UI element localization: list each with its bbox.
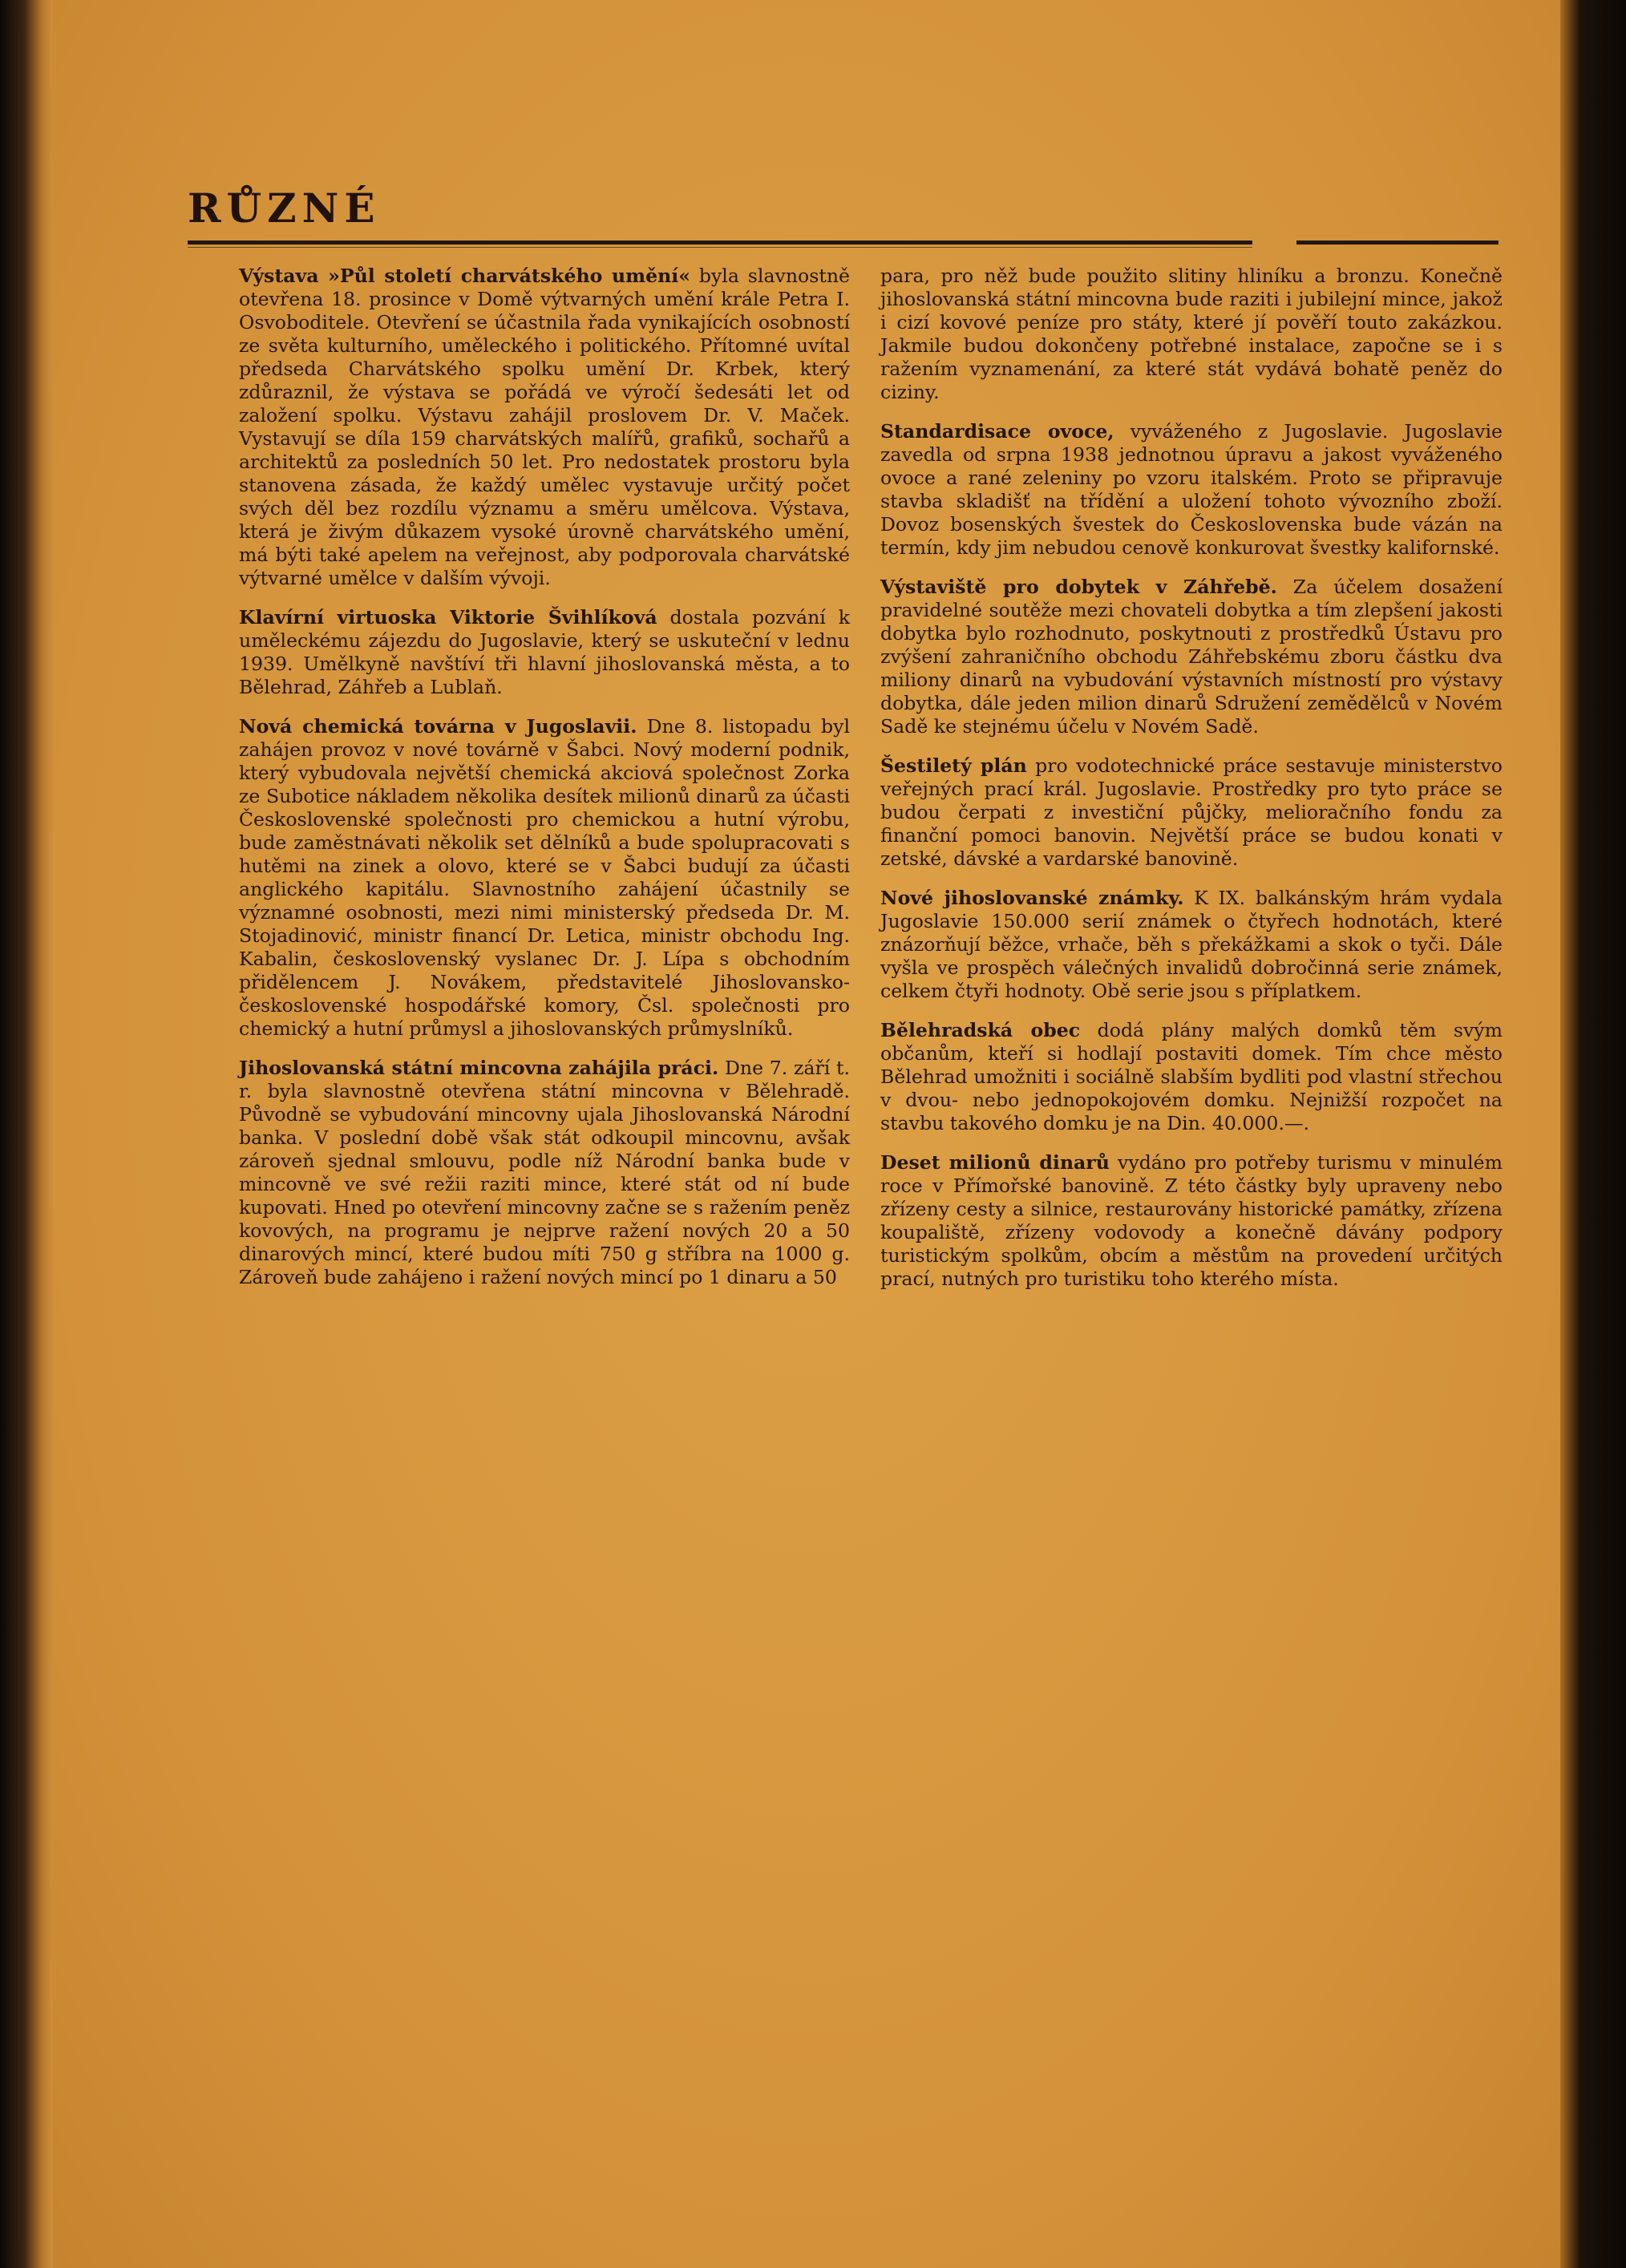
article-livestock-exhibition [880,576,1503,738]
title-rule-left-thin [188,247,1252,248]
article-lead: Jihoslovanská státní mincovna zahájila práci. [239,1057,719,1079]
article-new-stamps [880,887,1503,1003]
article-lead: Nová chemická továrna v Jugoslavii. [239,715,637,738]
article-body: vydáno pro potřeby turismu v minulém roce v Přímořské banovině. Z této částky byly upraveny nebo zřízeny cesty a silnice, restaurovány historické památky, zřízena koupaliště, zřízeny vodovody a konečně dávány podpory turistickým spolkům, obcím a městům na provedení určitých prací, nutných pro turistiku toho kterého místa. [880,1151,1503,1290]
article-state-mint-continued [880,265,1503,404]
article-body: K IX. balkánským hrám vydala Jugoslavie 150.000 serií známek o čtyřech hodnotách, které znázorňují běžce, vrhače, běh s překážkami a skok o tyči. Dále vyšla ve prospěch válečných invalidů dobročinná serie známek, celkem čtyři hodnoty. Obě serie jsou s příplatkem. [880,887,1503,1002]
right-column [880,265,1503,1307]
title-rule-left [188,241,1252,245]
book-binding-left-edge [0,0,53,2268]
left-column [239,265,850,1305]
article-body: Dne 7. září t. r. byla slavnostně otevřena státní mincovna v Bělehradě. Původně se vybudování mincovny ujala Jihoslovanská Národní banka. V poslední době však stát odkoupil mincovnu, avšak zároveň sjednal smlouvu, podle níž Národní banka bude v mincovně ve své režii raziti mince, které stát od ní bude kupovati. Hned po otevření mincovny začne se s ražením peněz kovových, na programu je nejprve ražení nových 20 a 50 dinarových mincí, které budou míti 750 g stříbra na 1000 g. Zároveň bude zahájeno i ražení nových mincí po 1 dinaru a 50 [239,1057,850,1288]
article-body: dodá plány malých domků těm svým občanům, kteří si hodlají postaviti domek. Tím chce město Bělehrad umožniti i sociálně slabším bydliti pod vlastní střechou v dvou- nebo jednopokojovém domku. Nejnižší rozpočet na stavbu takového domku je na Din. 40.000.—. [880,1019,1503,1134]
article-art-exhibition [239,265,850,590]
article-body: dostala pozvání k uměleckému zájezdu do Jugoslavie, který se uskuteční v lednu 1939. Umělkyně navštíví tři hlavní jihoslovanská města, a to Bělehrad, Záhřeb a Lublaň. [239,606,851,698]
article-lead: Nové jihoslovanské známky. [880,887,1184,909]
article-lead: Bělehradská obec [880,1019,1081,1041]
article-lead: Klavírní virtuoska Viktorie Švihlíková [239,606,657,629]
section-title: RŮZNÉ [188,184,381,232]
article-body: pro vodotechnické práce sestavuje ministerstvo veřejných prací král. Jugoslavie. Prostředky pro tyto práce se budou čerpati z investiční půjčky, melioračního fondu za finanční pomoci banovin. Největší práce se budou konati v zetské, dávské a vardarské banovině. [880,754,1503,870]
article-six-year-plan [880,754,1503,871]
article-piano-virtuoso [239,606,850,699]
article-belgrade-houses [880,1019,1503,1135]
article-state-mint [239,1057,850,1289]
article-body: vyváženého z Jugoslavie. Jugoslavie zavedla od srpna 1938 jednotnou úpravu a jakost vyváženého ovoce a rané zeleniny po vzoru italském. Proto se připravuje stavba skladišť na třídění a uložení tohoto vývozního zboží. Dovoz bosenských švestek do Československa bude vázán na termín, kdy jim nebudou cenově konkurovat švestky kalifornské. [880,420,1503,559]
article-body: Za účelem dosažení pravidelné soutěže mezi chovateli dobytka a tím zlepšení jakosti dobytka bylo rozhodnuto, poskytnouti z prostředků Ústavu pro zvýšení zahraničního obchodu Záhřebskému zboru částku dva miliony dinarů na vybudování výstavních místností pro výstavy dobytka, dále jeden milion dinarů Sdružení zemědělců v Novém Sadě ke stejnému účelu v Novém Sadě. [880,576,1503,738]
title-rule-right [1296,241,1499,245]
article-fruit-standardisation [880,420,1503,560]
article-lead: Šestiletý plán [880,754,1027,777]
article-lead: Výstaviště pro dobytek v Záhřebě. [880,576,1277,598]
article-lead: Výstava »Půl století charvátského umění« [239,265,690,287]
book-binding-right-edge [1560,0,1626,2268]
article-body: byla slavnostně otevřena 18. prosince v Domě výtvarných umění krále Petra I. Osvoboditele. Otevření se účastnila řada vynikajících osobností ze světa kulturního, uměleckého i politického. Přítomné uvítal předseda Charvátského spolku umění Dr. Krbek, který zdůraznil, že výstava se pořádá ve výročí šedesáti let od založení spolku. Výstavu zahájil proslovem Dr. V. Maček. Vystavují se díla 159 charvátských malířů, grafiků, sochařů a architektů za posledních 50 let. Pro nedostatek prostoru byla stanovena zásada, že každý umělec vystavuje určitý počet svých děl bez rozdílu významu a směru umělcova. Výstava, která je živým důkazem vysoké úrovně charvátského umění, má býti také apelem na veřejnost, aby podporovala charvátské výtvarné umělce v dalším vývoji. [239,265,850,589]
article-chemical-factory [239,715,850,1041]
article-body: para, pro něž bude použito slitiny hliníku a bronzu. Konečně jihoslovanská státní mincovna bude raziti i jubilejní mince, jakož i cizí kovové peníze pro státy, které jí pověří touto zakázkou. Jakmile budou dokončeny potřebné instalace, započne se i s ražením vyznamenání, za které stát vydává bohatě peněz do ciziny. [880,265,1503,403]
article-tourism-funds [880,1151,1503,1291]
article-lead: Deset milionů dinarů [880,1151,1110,1174]
article-lead: Standardisace ovoce, [880,420,1114,443]
article-body: Dne 8. listopadu byl zahájen provoz v nové továrně v Šabci. Nový moderní podnik, který vybudovala největší chemická akciová společnost Zorka ze Subotice nákladem několika desítek milionů dinarů za účasti Československé společnosti pro chemickou a hutní výrobu, bude zaměstnávati několik set dělníků a bude spolupracovati s hutěmi na zinek a olovo, které se v Šabci budují za účasti anglického kapitálu. Slavnostního zahájení účastnily se významné osobnosti, mezi nimi ministerský předseda Dr. M. Stojadinović, ministr financí Dr. Letica, ministr obchodu Ing. Kabalin, československý vyslanec Dr. J. Lípa s obchodním přidělencem J. Novákem, představitelé Jihoslovansko-československé hospodářské komory, Čsl. společnosti pro chemický a hutní průmysl a jihoslovanských průmyslníků. [239,715,850,1040]
